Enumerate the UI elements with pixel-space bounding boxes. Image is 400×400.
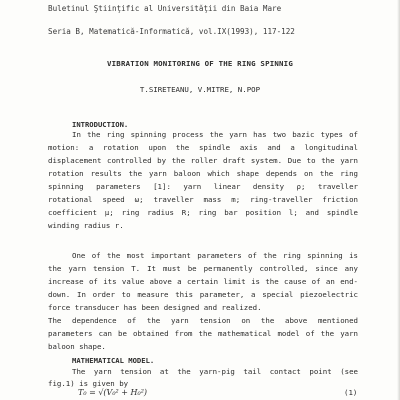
paper-title: VIBRATION MONITORING OF THE RING SPINNIG: [107, 59, 293, 68]
intro-p1-line-6: rotational speed ω; traveller mass m; ring-traveller friction: [48, 195, 358, 204]
intro-p1-line-3: displacement controlled by the roller draft system. Due to the yarn: [48, 156, 358, 165]
intro-p1-line-1: In the ring spinning process the yarn has two bazic types of: [72, 130, 358, 139]
intro-p2-line-1: One of the most important parameters of the ring spinning is: [72, 251, 358, 260]
intro-p2-line-8: baloon shape.: [48, 342, 106, 351]
intro-p1-line-5: spinning parameters [1]: yarn linear density ρ; traveller: [48, 182, 358, 191]
journal-header-line-1: Buletinul Ştiinţific al Universităţii din Baia Mare: [48, 4, 282, 13]
journal-header-line-2: Seria B, Matematică-Informatică, vol.IX(1993), 117-122: [48, 27, 295, 36]
mathematical-model-heading: MATHEMATICAL MODEL.: [72, 356, 155, 365]
intro-p2-line-2: the yarn tension T. It must be permanently controlled, since any: [48, 264, 358, 273]
introduction-heading: INTRODUCTION.: [72, 120, 129, 129]
intro-p1-line-8: winding radius r.: [48, 221, 124, 230]
intro-p2-line-5: force transducer has been designed and realized.: [48, 303, 262, 312]
intro-p2-line-7: parameters can be obtained from the mathematical model of the yarn: [48, 329, 358, 338]
intro-p1-line-2: motion: a rotation upon the spindle axis and a longitudinal: [48, 143, 358, 152]
model-p1-line-2: fig.1) is given by: [48, 379, 129, 388]
equation-1-number: (1): [344, 388, 358, 397]
intro-p1-line-7: coefficient μ; ring radius R; ring bar position l; and spindle: [48, 208, 358, 217]
intro-p1-line-4: rotation results the yarn baloon which shape depends on the ring: [48, 169, 358, 178]
paper-authors: T.SIRETEANU, V.MITRE, N.POP: [139, 85, 261, 94]
intro-p2-line-4: down. In order to measure this parameter, a special piezoelectric: [48, 290, 358, 299]
intro-p2-line-3: increase of its value above a certain limit is the cause of an end-: [48, 277, 358, 286]
intro-p2-line-6: The dependence of the yarn tension on the above mentioned: [48, 316, 358, 325]
equation-1: T₀ = √(V₀² + H₀²): [78, 388, 148, 397]
model-p1-line-1: The yarn tension at the yarn-pig tail contact point (see: [72, 367, 358, 376]
